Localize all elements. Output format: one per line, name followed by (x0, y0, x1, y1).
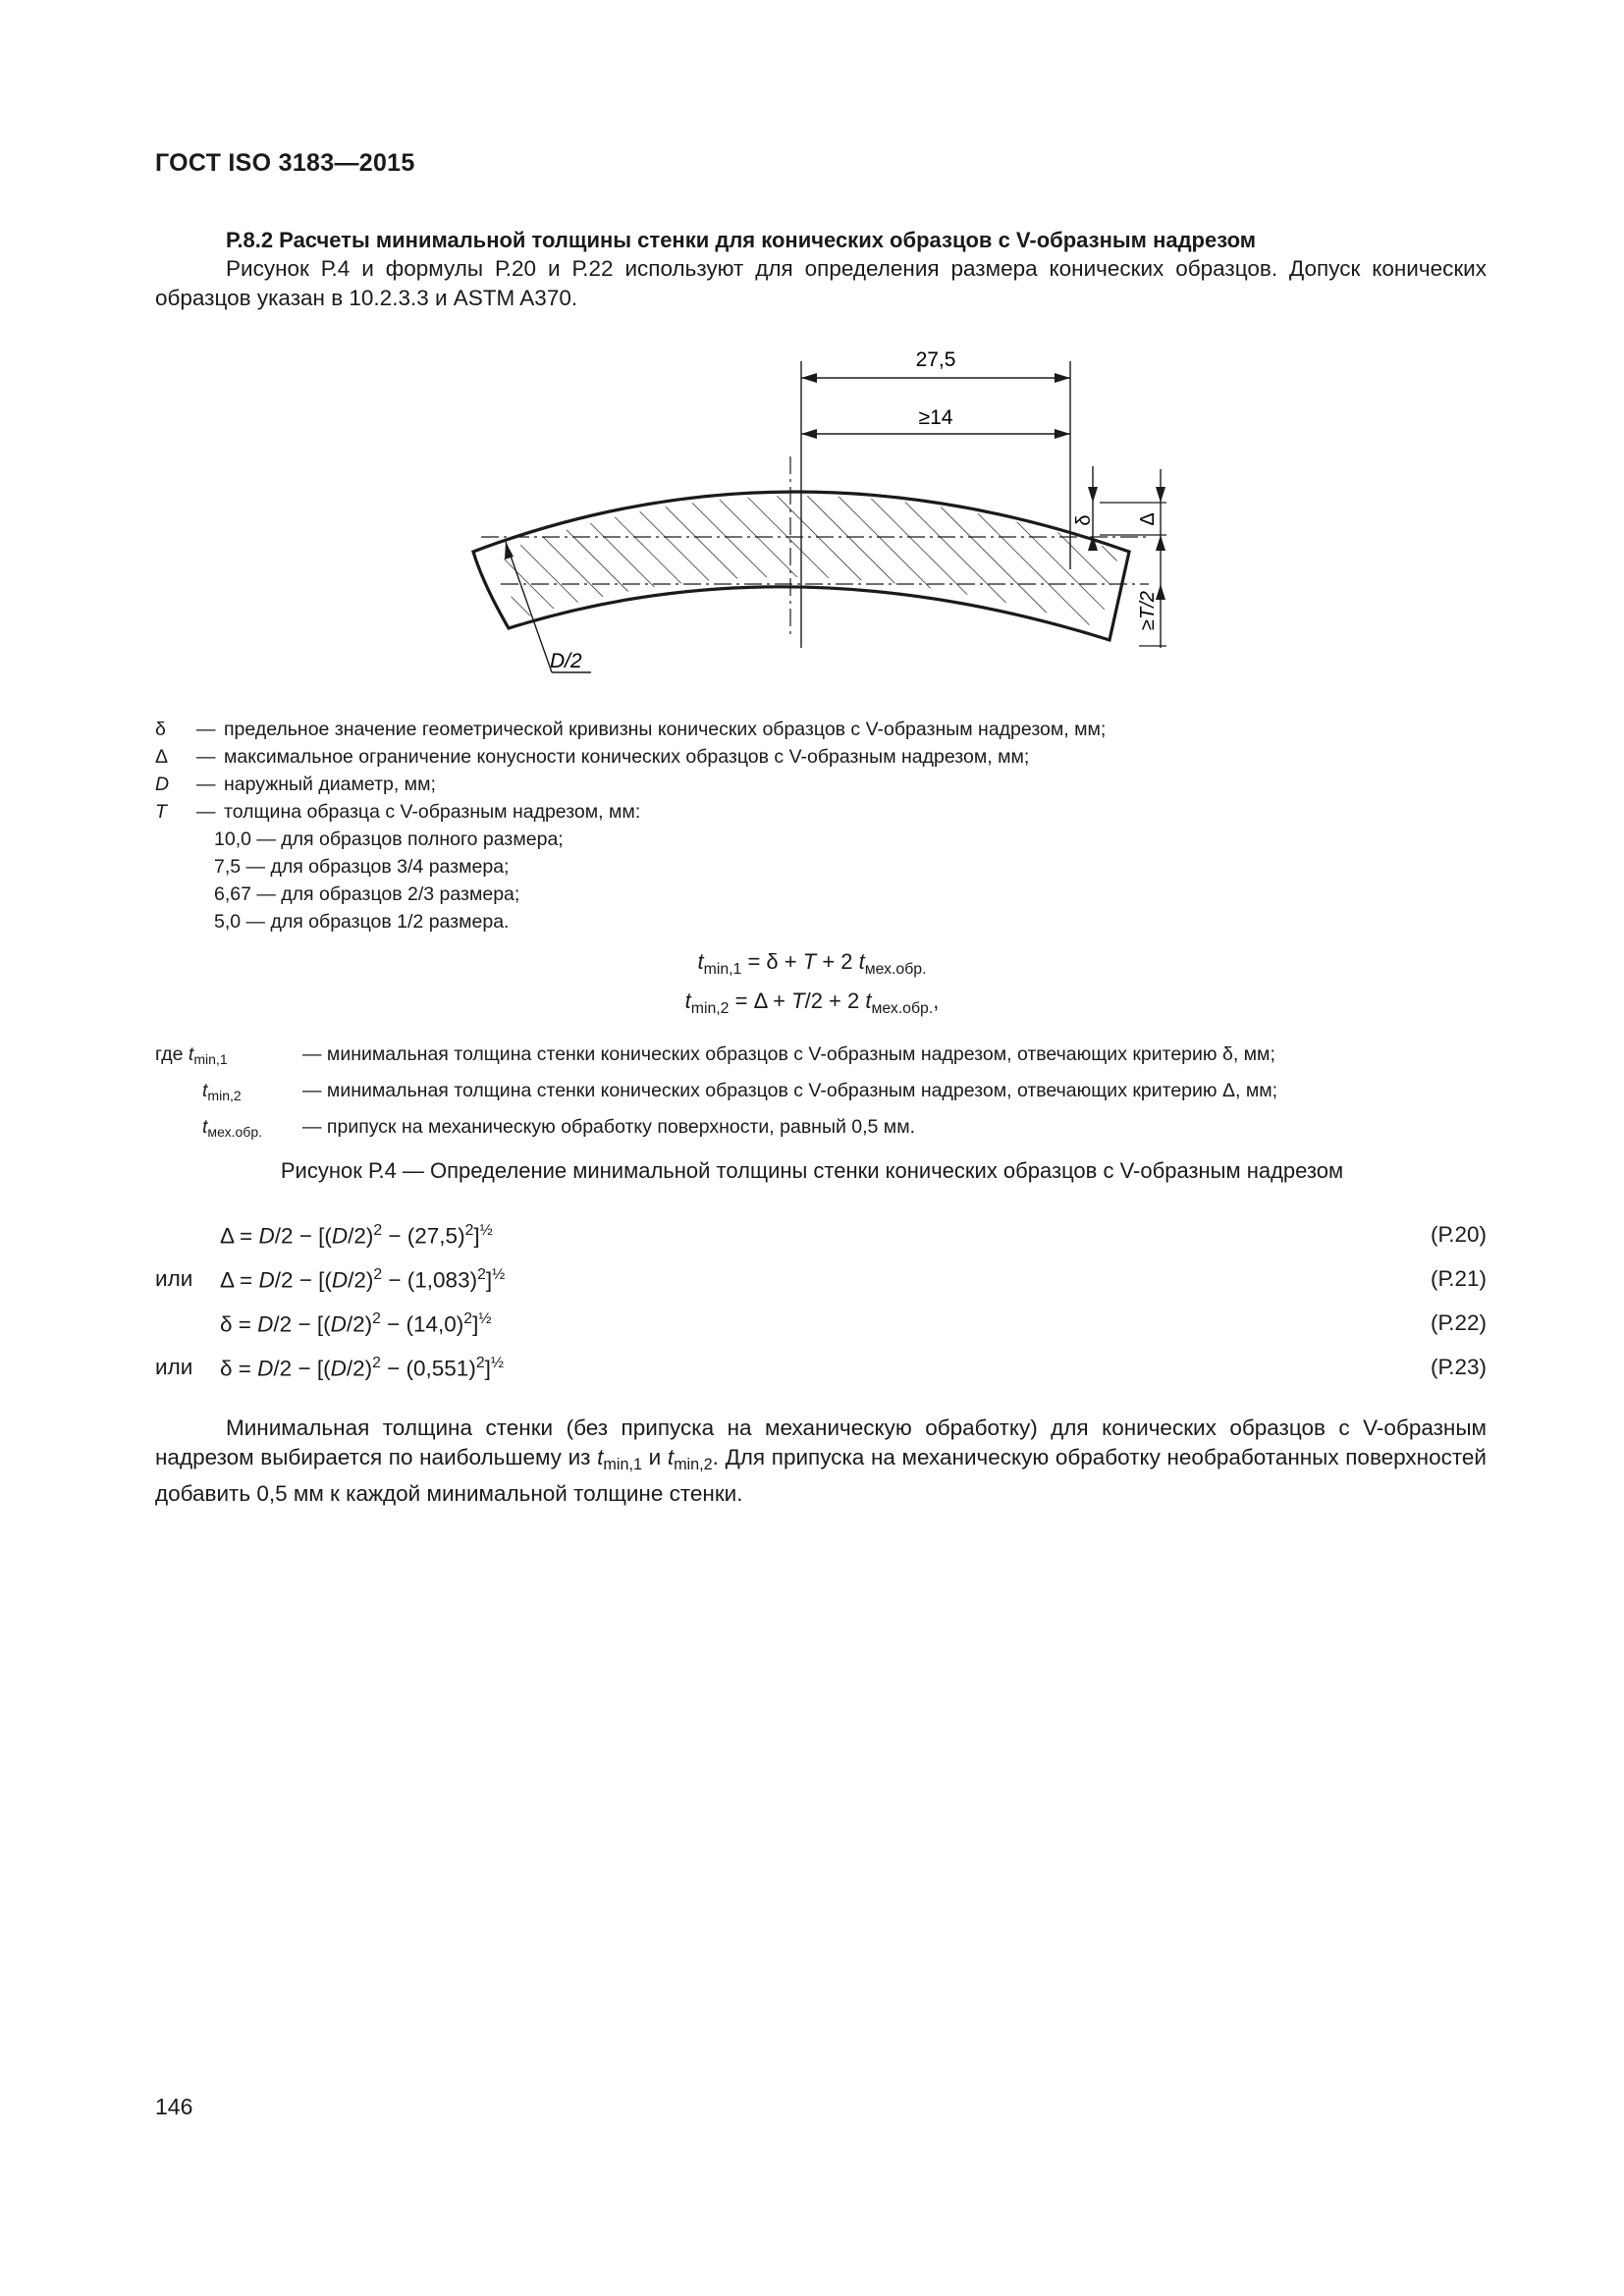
where-row: $t_{min,2}$ — минимальная толщина стенки конических образцов с V-образным надрезом, отвечающих критерию Δ, мм; (155, 1075, 1277, 1111)
label-big-delta: Δ (1137, 512, 1159, 526)
legend-symbol: δ (155, 719, 166, 740)
legend-text: толщина образца с V-образным надрезом, мм: (224, 801, 641, 823)
where-row: $t_{мех.обр.}$ — припуск на механическую обработку поверхности, равный 0,5 мм. (155, 1111, 1277, 1148)
label-small-delta: δ (1073, 514, 1095, 526)
where-text: припуск на механическую обработку поверхности, равный 0,5 мм. (326, 1116, 916, 1139)
where-row: где $t_{min,1}$ — минимальная толщина стенки конических образцов с V-образным надрезом, отвечающих критерию δ, мм; (155, 1039, 1277, 1075)
legend-row: δ — предельное значение геометрической кривизны конических образцов с V-образным надрезом, мм; (155, 716, 1106, 743)
legend-sub-item: 5,0 — для образцов 1/2 размера. (214, 911, 510, 933)
equation-p22: $\delta = D/2 - [(D/2)^2 - (14,0)^2]^{\frac{1}{2}}$ (Р.22) (220, 1310, 1487, 1337)
where-text: минимальная толщина стенки конических образцов с V-образным надрезом, отвечающих критерию Δ, мм; (326, 1080, 1278, 1102)
legend-text: максимальное ограничение конусности конических образцов с V-образным надрезом, мм; (224, 746, 1030, 768)
equation-p23: или $\delta = D/2 - [(D/2)^2 - (0,551)^2]^{\frac{1}{2}}$ (Р.23) (155, 1355, 1487, 1381)
legend (155, 716, 1106, 935)
legend-sub-item: 7,5 — для образцов 3/4 размера; (214, 856, 510, 878)
legend-text: наружный диаметр, мм; (224, 774, 436, 795)
formula-tmin1: $t_{min,1} = \delta + T + 2$ $t_{мех.обр.}$ (697, 949, 927, 978)
legend-row: Δ — максимальное ограничение конусности конических образцов с V-образным надрезом, мм; (155, 743, 1106, 771)
equation-p21: или $\Delta = D/2 - [(D/2)^2 - (1,083)^2]^{\frac{1}{2}}$ (Р.21) (155, 1266, 1487, 1293)
dim-ge-14: ≥14 (918, 406, 953, 429)
legend-symbol: Δ (155, 746, 169, 768)
dim-27-5: 27,5 (915, 348, 956, 371)
final-paragraph: Минимальная толщина стенки (без припуска на механическую обработку) для конических образцов с V-образным надрезом выбирается по наибольшему из $t_{min,1}$ и $t_{min,2}$. Для припуска на механическую обработку необработанных поверхностей добавить 0,5 мм к каждой минимальной толщине стенки. (155, 1415, 1487, 1506)
legend-row: D — наружный диаметр, мм; (155, 771, 1106, 798)
legend-text: предельное значение геометрической кривизны конических образцов с V-образным надрезом, мм; (224, 719, 1107, 740)
page-number: 146 (155, 2094, 193, 2119)
label-half-t: ≥T/2 (1137, 591, 1159, 630)
figure-conical-specimen (461, 334, 1168, 687)
legend-row: T — толщина образца с V-образным надрезом, мм: (155, 798, 1106, 826)
document-header: ГОСТ ISO 3183—2015 (155, 149, 415, 177)
intro-paragraph: Рисунок Р.4 и формулы Р.20 и Р.22 используют для определения размера конических образцов. Допуск конических образцов указан в 10.2.3.3 и ASTM A370. (155, 256, 1487, 310)
legend-symbol: T (155, 801, 167, 823)
equation-p20: $\Delta = D/2 - [(D/2)^2 - (27,5)^2]^{\frac{1}{2}}$ (Р.20) (220, 1222, 1487, 1249)
formula-tmin2: $t_{min,2} = \Delta + T/2 + 2$ $t_{мех.обр.}$, (684, 988, 940, 1017)
legend-sub-item: 10,0 — для образцов полного размера; (214, 828, 564, 850)
figure-caption: Рисунок Р.4 — Определение минимальной толщины стенки конических образцов с V-образным надрезом (280, 1158, 1344, 1183)
where-text: минимальная толщина стенки конических образцов с V-образным надрезом, отвечающих критерию δ, мм; (326, 1043, 1275, 1065)
label-half-d: D/2 (550, 650, 582, 672)
section-title: Р.8.2 Расчеты минимальной толщины стенки для конических образцов с V-образным надрезом (226, 228, 1257, 252)
where-block (155, 1039, 1277, 1148)
legend-sub-item: 6,67 — для образцов 2/3 размера; (214, 883, 520, 905)
legend-symbol: D (155, 774, 170, 795)
